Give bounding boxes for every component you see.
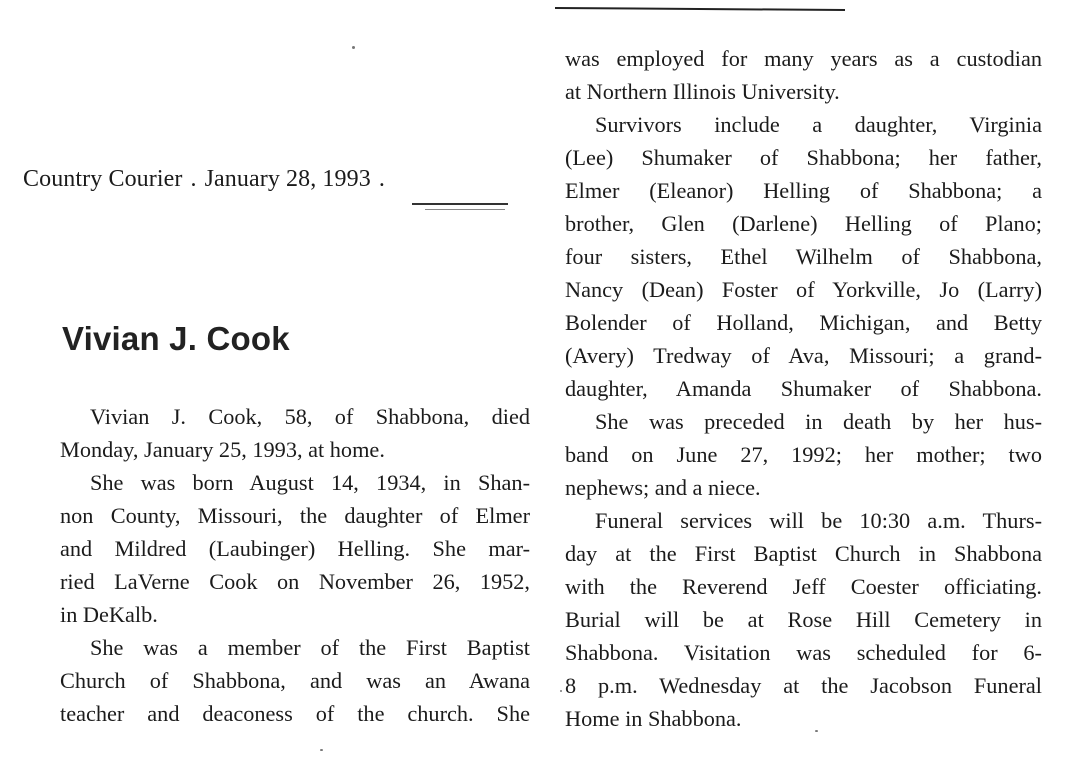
text-line: at Northern Illinois University. <box>565 79 840 104</box>
dateline <box>23 166 393 193</box>
text-line: Home in Shabbona. <box>565 706 742 731</box>
text-line: and Mildred (Laubinger) Helling. She mar- <box>60 536 530 561</box>
text-line: band on June 27, 1992; her mother; two <box>565 442 1042 467</box>
publication-name: Country Courier <box>23 166 183 192</box>
date-underline-secondary <box>425 209 505 210</box>
text-line: Nancy (Dean) Foster of Yorkville, Jo (Larry) <box>565 277 1042 302</box>
text-line: day at the First Baptist Church in Shabbona <box>565 541 1042 566</box>
text-line: Vivian J. Cook, 58, of Shabbona, died <box>90 404 530 429</box>
text-line: 8 p.m. Wednesday at the Jacobson Funeral <box>565 673 1042 698</box>
text-line: four sisters, Ethel Wilhelm of Shabbona, <box>565 244 1042 269</box>
text-line: Burial will be at Rose Hill Cemetery in <box>565 607 1042 632</box>
text-line: daughter, Amanda Shumaker of Shabbona. <box>565 376 1042 401</box>
scan-speck <box>320 749 323 751</box>
text-line: brother, Glen (Darlene) Helling of Plano; <box>565 211 1042 236</box>
date-underline <box>412 203 508 205</box>
text-line: in DeKalb. <box>60 602 158 627</box>
text-line: She was a member of the First Baptist <box>90 635 530 660</box>
scan-speck <box>352 46 355 49</box>
text-line: non County, Missouri, the daughter of Elmer <box>60 503 530 528</box>
text-line: She was born August 14, 1934, in Shan- <box>90 470 530 495</box>
scan-speck <box>815 730 818 732</box>
text-line: (Lee) Shumaker of Shabbona; her father, <box>565 145 1042 170</box>
obituary-headline: Vivian J. Cook <box>62 320 290 357</box>
dateline-separator: . <box>190 166 197 192</box>
publication-date: January 28, 1993 <box>204 166 371 192</box>
text-line: teacher and deaconess of the church. She <box>60 701 530 726</box>
text-line: with the Reverend Jeff Coester officiating. <box>565 574 1042 599</box>
text-line: Church of Shabbona, and was an Awana <box>60 668 530 693</box>
text-line: Survivors include a daughter, Virginia <box>595 112 1042 137</box>
text-line: Monday, January 25, 1993, at home. <box>60 437 385 462</box>
text-line: Bolender of Holland, Michigan, and Betty <box>565 310 1042 335</box>
text-line: was employed for many years as a custodian <box>565 46 1042 71</box>
text-line: She was preceded in death by her hus- <box>595 409 1042 434</box>
dateline-end-mark: . <box>378 166 385 192</box>
text-line: Elmer (Eleanor) Helling of Shabbona; a <box>565 178 1042 203</box>
left-text-column <box>60 400 530 730</box>
right-text-column <box>565 42 1042 735</box>
text-line: Shabbona. Visitation was scheduled for 6- <box>565 640 1042 665</box>
text-line: Funeral services will be 10:30 a.m. Thurs- <box>595 508 1042 533</box>
top-column-rule <box>555 7 845 11</box>
text-line: (Avery) Tredway of Ava, Missouri; a grand- <box>565 343 1042 368</box>
scan-speck <box>560 690 562 692</box>
text-line: ried LaVerne Cook on November 26, 1952, <box>60 569 530 594</box>
text-line: nephews; and a niece. <box>565 475 761 500</box>
